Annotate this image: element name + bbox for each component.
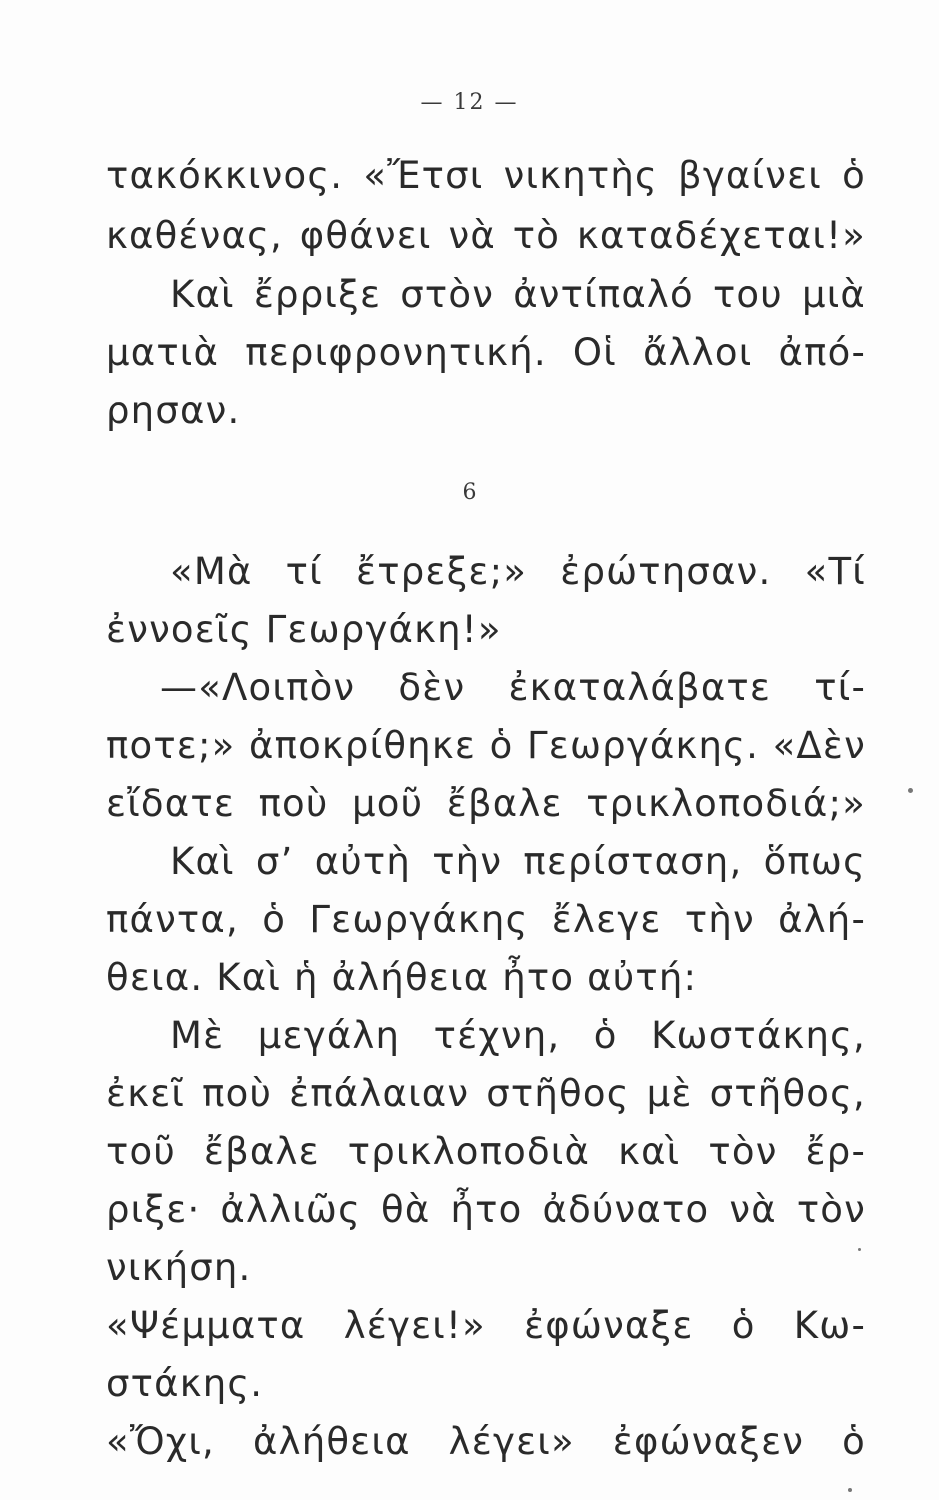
text-line-2: καθένας, φθάνει νὰ τὸ καταδέχεται!» — [106, 214, 866, 257]
text-line-11: Καὶ σ’ αὐτὴ τὴν περίσταση, ὅπως — [170, 840, 866, 883]
scan-speck — [908, 788, 913, 793]
text-line-16: τοῦ ἔβαλε τρικλοποδιὰ καὶ τὸν ἔρ- — [106, 1130, 866, 1173]
text-line-17: ριξε· ἀλλιῶς θὰ ἦτο ἀδύνατο νὰ τὸν — [106, 1188, 866, 1231]
text-line-9: ποτε;» ἀποκρίθηκε ὁ Γεωργάκης. «Δὲν — [106, 724, 866, 767]
text-line-12: πάντα, ὁ Γεωργάκης ἔλεγε τὴν ἀλή- — [106, 898, 866, 941]
text-line-20: στάκης. — [106, 1362, 264, 1405]
text-line-19: «Ψέμματα λέγει!» ἐφώναξε ὁ Κω- — [106, 1304, 866, 1347]
text-line-10: εἴδατε ποὺ μοῦ ἔβαλε τρικλοποδιά;» — [106, 782, 866, 825]
text-line-21: «Ὄχι, ἀλήθεια λέγει» ἐφώναξεν ὁ — [106, 1420, 866, 1463]
text-line-7: ἐννοεῖς Γεωργάκη!» — [106, 608, 502, 651]
text-line-8: —«Λοιπὸν δὲν ἐκαταλάβατε τί- — [160, 666, 866, 709]
text-line-15: ἐκεῖ ποὺ ἐπάλαιαν στῆθος μὲ στῆθος, — [106, 1072, 866, 1115]
text-line-1: τακόκκινος. «Ἔτσι νικητὴς βγαίνει ὁ — [106, 154, 866, 197]
text-line-13: θεια. Καὶ ἡ ἀλήθεια ἦτο αὐτή: — [106, 956, 698, 999]
page-number: — 12 — — [420, 90, 519, 115]
text-line-3: Καὶ ἔρριξε στὸν ἀντίπαλό του μιὰ — [170, 273, 866, 316]
scan-speck — [858, 1248, 861, 1251]
text-line-18: νικήση. — [106, 1246, 252, 1289]
scan-speck — [848, 1488, 852, 1492]
text-line-14: Μὲ μεγάλη τέχνη, ὁ Κωστάκης, — [170, 1014, 866, 1057]
text-line-5: ρησαν. — [106, 389, 241, 432]
section-number: 6 — [462, 480, 477, 505]
text-line-6: «Μὰ τί ἔτρεξε;» ἐρώτησαν. «Τί — [170, 550, 866, 593]
text-line-4: ματιὰ περιφρονητική. Οἱ ἄλλοι ἀπό- — [106, 331, 866, 374]
